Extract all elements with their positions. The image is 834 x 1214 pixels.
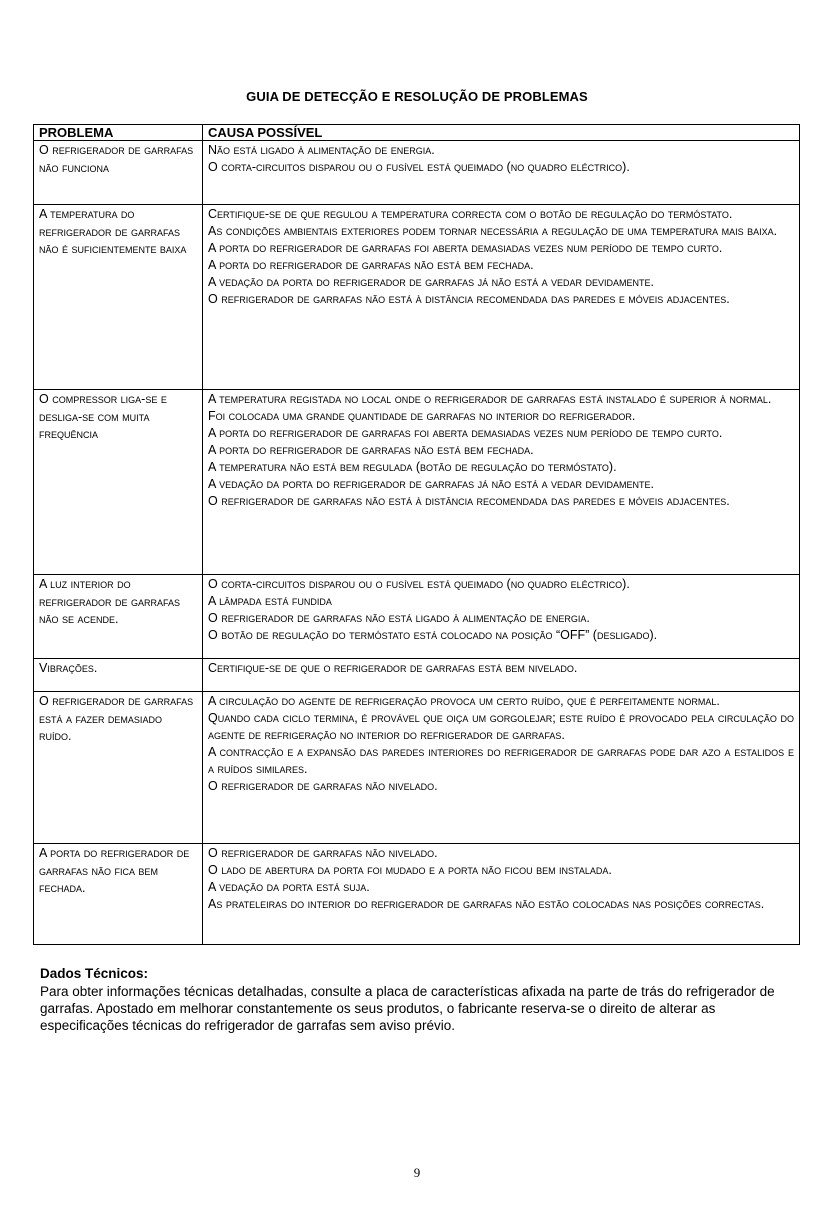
cause-item: A porta do refrigerador de garrafas foi aberta demasiadas vezes num período de tempo curto. <box>208 241 723 255</box>
page-title: GUIA DE DETECÇÃO E RESOLUÇÃO DE PROBLEMAS <box>246 89 588 104</box>
table-row <box>34 575 800 659</box>
cause-item: A lâmpada está fundida <box>208 594 332 608</box>
cause-item: Certifique-se de que regulou a temperatura correcta com o botão de regulação do termóstato. <box>208 207 733 221</box>
problem-cell: Vibrações. <box>34 659 203 692</box>
problem-cell: A porta do refrigerador de garrafas não fica bem fechada. <box>34 844 203 945</box>
technical-data-title: Dados Técnicos: <box>40 966 149 981</box>
cause-item: O corta-circuitos disparou ou o fusível está queimado (no quadro eléctrico). <box>208 160 630 174</box>
problem-cell: O refrigerador de garrafas não funciona <box>34 141 203 205</box>
cause-item: O corta-circuitos disparou ou o fusível está queimado (no quadro eléctrico). <box>208 577 630 591</box>
cause-item: Foi colocada uma grande quantidade de garrafas no interior do refrigerador. <box>208 409 636 423</box>
cause-item: Não está ligado à alimentação de energia. <box>208 143 435 157</box>
cause-item: A temperatura registada no local onde o refrigerador de garrafas está instalado é superior à normal. <box>208 392 772 406</box>
cause-item: A vedação da porta do refrigerador de garrafas já não está a vedar devidamente. <box>208 477 655 491</box>
cause-item: O refrigerador de garrafas não nivelado. <box>208 846 438 860</box>
cause-cell <box>203 575 800 659</box>
cause-item: A porta do refrigerador de garrafas foi aberta demasiadas vezes num período de tempo curto. <box>208 426 723 440</box>
cause-item: A vedação da porta do refrigerador de garrafas já não está a vedar devidamente. <box>208 275 655 289</box>
problem-cell: O refrigerador de garrafas está a fazer demasiado ruído. <box>34 692 203 844</box>
cause-cell <box>203 205 800 390</box>
cause-cell <box>203 844 800 945</box>
table-header-row <box>34 125 800 141</box>
problem-cell: A luz interior do refrigerador de garrafas não se acende. <box>34 575 203 659</box>
problem-cell: A temperatura do refrigerador de garrafas não é suficientemente baixa <box>34 205 203 390</box>
table-row <box>34 844 800 945</box>
cause-item: A circulação do agente de refrigeração provoca um certo ruído, que é perfeitamente normal. <box>208 694 720 708</box>
cause-cell <box>203 141 800 205</box>
cause-item: O refrigerador de garrafas não nivelado. <box>208 779 438 793</box>
table-row <box>34 692 800 844</box>
troubleshooting-table <box>33 124 800 945</box>
header-cause: CAUSA POSSÍVEL <box>203 125 800 141</box>
table-row <box>34 659 800 692</box>
cause-item: O refrigerador de garrafas não está à distância recomendada das paredes e móveis adjacentes. <box>208 292 730 306</box>
cause-item: O botão de regulação do termóstato está colocado na posição “OFF” (desligado). <box>208 628 658 642</box>
table-row <box>34 390 800 575</box>
table-row <box>34 141 800 205</box>
cause-item: As condições ambientais exteriores podem tornar necessária a regulação de uma temperatura mais baixa. <box>208 224 778 238</box>
cause-item: A contracção e a expansão das paredes interiores do refrigerador de garrafas pode dar azo a estalidos e a ruídos similares. <box>208 745 794 776</box>
cause-item: Certifique-se de que o refrigerador de garrafas está bem nivelado. <box>208 661 578 675</box>
cause-item: A vedação da porta está suja. <box>208 880 370 894</box>
cause-item: O refrigerador de garrafas não está à distância recomendada das paredes e móveis adjacentes. <box>208 494 730 508</box>
cause-item: Quando cada ciclo termina, é provável que oiça um gorgolejar; este ruído é provocado pela circulação do agente de refrigeração no interior do refrigerador de garrafas. <box>208 711 794 742</box>
technical-data-text: Para obter informações técnicas detalhadas, consulte a placa de características afixada na parte de trás do refrigerador de garrafas. Apostado em melhorar constantemente os seus produtos, o fabricante reserva-se o direito de alterar as especificações técnicas do refrigerador de garrafas sem aviso prévio. <box>40 984 775 1033</box>
cause-item: O lado de abertura da porta foi mudado e a porta não ficou bem instalada. <box>208 863 612 877</box>
problem-cell: O compressor liga-se e desliga-se com muita frequência <box>34 390 203 575</box>
cause-item: A porta do refrigerador de garrafas não está bem fechada. <box>208 443 534 457</box>
cause-item: A porta do refrigerador de garrafas não está bem fechada. <box>208 258 534 272</box>
cause-cell <box>203 692 800 844</box>
cause-item: As prateleiras do interior do refrigerador de garrafas não estão colocadas nas posições correctas. <box>208 897 765 911</box>
header-problem: PROBLEMA <box>34 125 203 141</box>
cause-cell <box>203 390 800 575</box>
table-row <box>34 205 800 390</box>
cause-item: A temperatura não está bem regulada (botão de regulação do termóstato). <box>208 460 617 474</box>
cause-cell <box>203 659 800 692</box>
cause-item: O refrigerador de garrafas não está ligado à alimentação de energia. <box>208 611 590 625</box>
page-number: 9 <box>413 1165 421 1180</box>
